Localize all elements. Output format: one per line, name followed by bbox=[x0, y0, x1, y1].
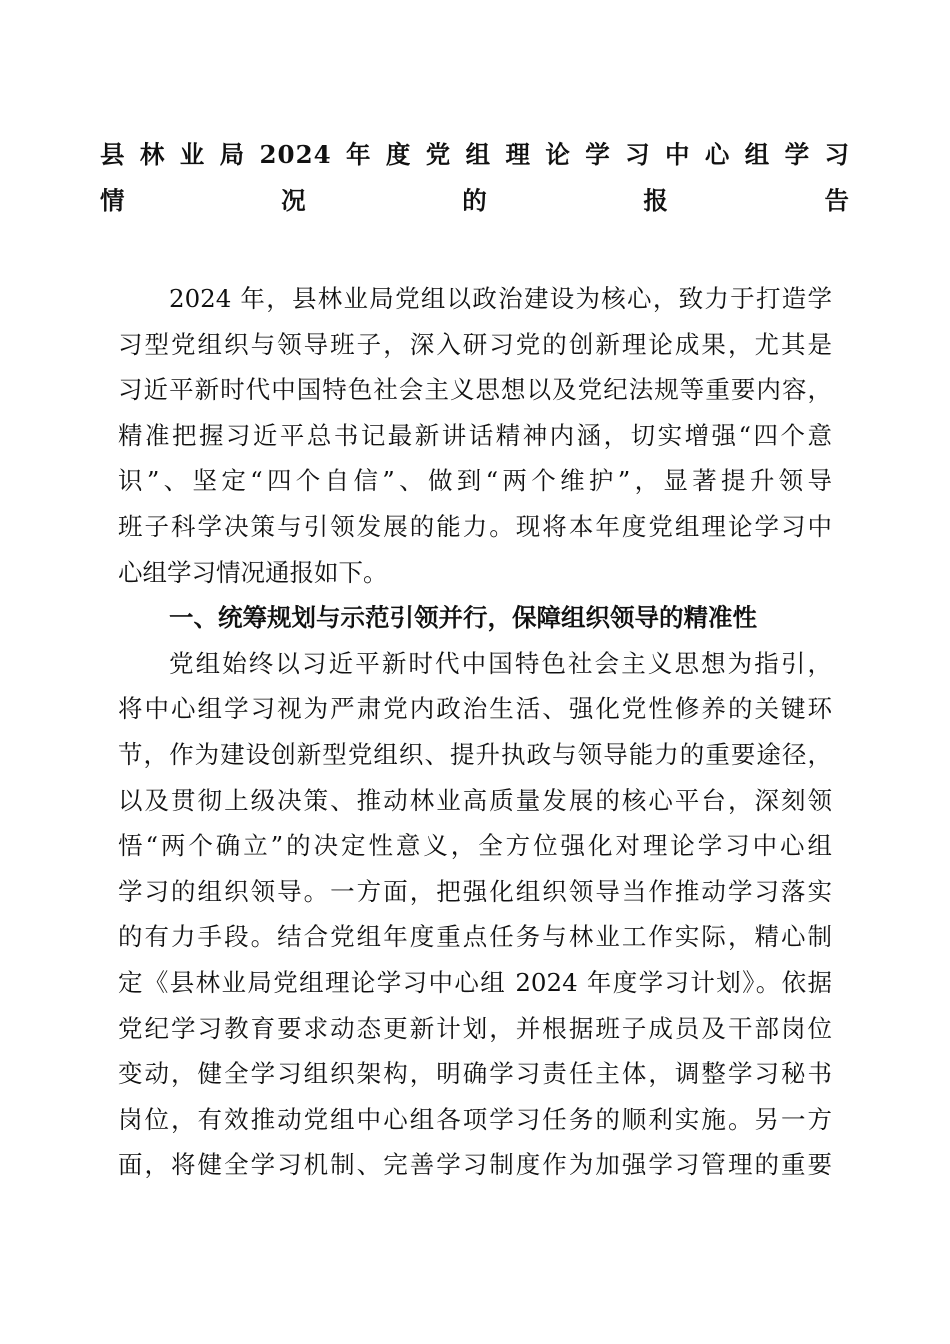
intro-paragraph bbox=[118, 276, 832, 595]
paragraph-line: 2024 年，县林业局党组以政治建设为核心，致力于打造学 bbox=[169, 284, 832, 313]
title-line: 县林业局2024年度党组理论学习中心组学习 bbox=[100, 140, 850, 169]
paragraph-line: 以及贯彻上级决策、推动林业高质量发展的核心平台，深刻领 bbox=[118, 785, 832, 815]
paragraph-line: 班子科学决策与引领发展的能力。现将本年度党组理论学习中 bbox=[118, 511, 832, 541]
title-line: 情况的报告 bbox=[100, 185, 850, 215]
paragraph-line: 将中心组学习视为严肃党内政治生活、强化党性修养的关键环 bbox=[118, 694, 832, 724]
document-body bbox=[118, 276, 832, 1188]
paragraph-line: 变动，健全学习组织架构，明确学习责任主体，调整学习秘书 bbox=[118, 1059, 832, 1089]
paragraph-line: 岗位，有效推动党组中心组各项学习任务的顺利实施。另一方 bbox=[118, 1104, 832, 1134]
paragraph-line: 习型党组织与领导班子，深入研习党的创新理论成果，尤其是 bbox=[118, 329, 832, 359]
paragraph-line: 学习的组织领导。一方面，把强化组织领导当作推动学习落实 bbox=[118, 876, 832, 906]
paragraph-line: 心组学习情况通报如下。 bbox=[118, 557, 388, 587]
document-title bbox=[100, 132, 850, 223]
paragraph-line: 悟“两个确立”的决定性意义，全方位强化对理论学习中心组 bbox=[118, 831, 832, 861]
section-heading: 一、统筹规划与示范引领并行，保障组织领导的精准性 bbox=[169, 603, 757, 633]
paragraph-line: 习近平新时代中国特色社会主义思想以及党纪法规等重要内容， bbox=[118, 375, 832, 405]
paragraph-line: 精准把握习近平总书记最新讲话精神内涵，切实增强“四个意 bbox=[118, 420, 832, 450]
paragraph-line: 党组始终以习近平新时代中国特色社会主义思想为指引， bbox=[169, 648, 832, 678]
paragraph-line: 节，作为建设创新型党组织、提升执政与领导能力的重要途径， bbox=[118, 739, 832, 769]
paragraph-line: 面，将健全学习机制、完善学习制度作为加强学习管理的重要 bbox=[118, 1150, 832, 1180]
paragraph-line: 的有力手段。结合党组年度重点任务与林业工作实际，精心制 bbox=[118, 922, 832, 952]
section-paragraph bbox=[118, 641, 832, 1188]
paragraph-line: 识”、坚定“四个自信”、做到“两个维护”，显著提升领导 bbox=[118, 466, 832, 496]
paragraph-line: 定《县林业局党组理论学习中心组 2024 年度学习计划》。依据 bbox=[118, 967, 832, 997]
paragraph-line: 党纪学习教育要求动态更新计划，并根据班子成员及干部岗位 bbox=[118, 1013, 832, 1043]
